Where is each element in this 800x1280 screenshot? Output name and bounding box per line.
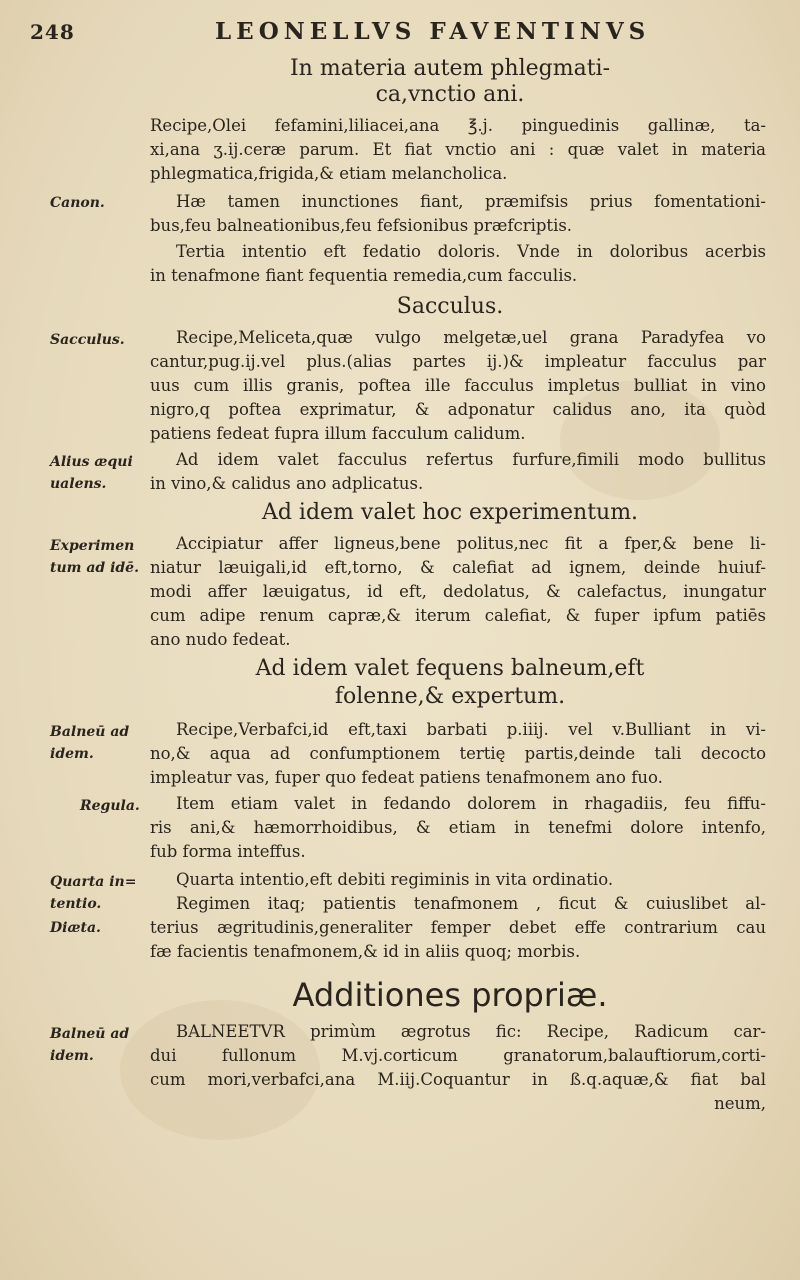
text-line: dui fullonum M.vj.corticum granatorum,balauftiorum,corti-	[150, 1046, 766, 1065]
marginal-note: Balneū ad	[50, 1026, 130, 1042]
marginal-note: Alius æqui	[50, 454, 133, 470]
text-line: ano nudo fedeat.	[150, 630, 291, 649]
text-line: Item etiam valet in fedando dolorem in rhagadiis, feu fiffu-	[176, 794, 766, 813]
text-line: Recipe,Meliceta,quæ vulgo melgetæ,uel grana Paradyfea vo	[176, 328, 766, 347]
text-line: Regimen itaq; patientis tenafmonem , ficut & cuiuslibet al-	[176, 894, 766, 913]
text-line: Tertia intentio eft fedatio doloris. Vnde in doloribus acerbis	[176, 242, 766, 261]
text-line: cantur,pug.ij.vel plus.(alias partes ij.)& impleatur facculus par	[150, 352, 766, 371]
text-line: patiens fedeat fupra illum facculum calidum.	[150, 424, 526, 443]
marginal-note: tum ad idē.	[50, 560, 139, 576]
text-line: no,& aqua ad confumptionem tertię partis,deinde tali decocto	[150, 744, 766, 763]
text-line: niatur læuigali,id eft,torno, & calefiat ad ignem, deinde huiuf-	[150, 558, 766, 577]
section-heading: Ad idem valet hoc experimentum.	[261, 500, 639, 525]
text-line: impleatur vas, fuper quo fedeat patiens tenafmonem ano fuo.	[150, 768, 663, 787]
text-line: Quarta intentio,eft debiti regiminis in vita ordinatio.	[176, 870, 614, 889]
text-line: Ad idem valet facculus refertus furfure,fimili modo bullitus	[176, 450, 766, 469]
marginal-note: Canon.	[50, 195, 105, 211]
text-line: in vino,& calidus ano adplicatus.	[150, 474, 424, 493]
marginal-note: idem.	[50, 746, 94, 762]
text-line: xi,ana ʒ.ij.ceræ parum. Et fiat vnctio ani : quæ valet in materia	[150, 140, 766, 159]
marginal-note: ualens.	[50, 476, 107, 492]
text-line: uus cum illis granis, poftea ille facculus impletus bulliat in vino	[150, 376, 766, 395]
section-heading: folenne,& expertum.	[334, 684, 566, 709]
section-heading: Sacculus.	[396, 294, 504, 319]
section-heading: ca,vnctio ani.	[375, 82, 525, 107]
marginal-note: Diæta.	[50, 920, 101, 936]
text-line: cum adipe renum capræ,& iterum calefiat, & fuper ipfum patiēs	[150, 606, 766, 625]
text-line: in tenafmone fiant fequentia remedia,cum facculis.	[150, 266, 578, 285]
text-line: bus,feu balneationibus,feu fefsionibus præfcriptis.	[150, 216, 573, 235]
section-heading: Additiones propriæ.	[292, 976, 608, 1014]
text-line: cum mori,verbafci,ana M.iij.Coquantur in ß.q.aquæ,& fiat bal	[150, 1070, 766, 1089]
page-number: 248	[30, 20, 75, 44]
running-title: LEONELLVS FAVENTINVS	[215, 18, 651, 45]
text-line: ris ani,& hæmorrhoidibus, & etiam in tenefmi dolore intenfo,	[150, 818, 766, 837]
text-line: Accipiatur affer ligneus,bene politus,nec fit a fper,& bene li-	[176, 534, 766, 553]
marginal-note: Sacculus.	[50, 332, 125, 348]
text-line: Recipe,Verbafci,id eft,taxi barbati p.iiij. vel v.Bulliant in vi-	[176, 720, 766, 739]
text-line: phlegmatica,frigida,& etiam melancholica.	[150, 164, 508, 183]
marginal-note: Experimen	[50, 538, 135, 554]
text-line: neum,	[714, 1094, 766, 1113]
marginal-note: idem.	[50, 1048, 94, 1064]
text-line: terius ægritudinis,generaliter femper debet effe contrarium cau	[150, 918, 766, 937]
text-line: modi affer læuigatus, id eft, dedolatus, & calefactus, inungatur	[150, 582, 766, 601]
marginal-note: tentio.	[50, 896, 102, 912]
text-line: Recipe,Olei fefamini,liliacei,ana ℥.j. pinguedinis gallinæ, ta-	[150, 116, 766, 135]
marginal-note: Quarta in=	[50, 874, 137, 890]
section-heading: Ad idem valet fequens balneum,eft	[255, 656, 645, 681]
text-line: fub forma inteffus.	[150, 842, 306, 861]
marginal-note: Balneū ad	[50, 724, 130, 740]
text-line: fæ facientis tenafmonem,& id in aliis quoq; morbis.	[150, 942, 581, 961]
text-line: BALNEETVR primùm ægrotus fic: Recipe, Radicum car-	[176, 1022, 766, 1041]
text-line: Hæ tamen inunctiones fiant, præmifsis prius fomentationi-	[176, 192, 766, 211]
marginal-note: Regula.	[80, 798, 140, 814]
text-line: nigro,q poftea exprimatur, & adponatur calidus ano, ita quòd	[150, 400, 766, 419]
section-heading: In materia autem phlegmati-	[289, 56, 611, 81]
